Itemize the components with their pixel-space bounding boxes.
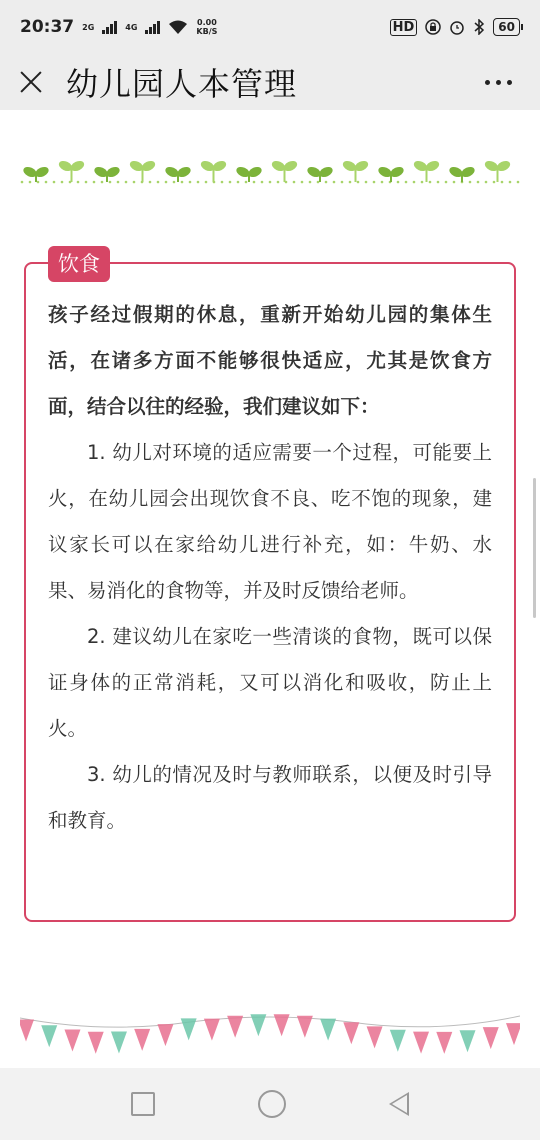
sprout-dot	[517, 181, 520, 184]
status-right	[390, 18, 520, 36]
bunting-flag	[390, 1030, 406, 1052]
sprout-dot	[493, 181, 496, 184]
sprout-dot	[125, 181, 128, 184]
page-title: 幼儿园人本管理	[66, 65, 298, 103]
bunting-flag	[274, 1014, 290, 1036]
sprout-dot	[429, 181, 432, 184]
bunting-flag	[250, 1014, 266, 1036]
sprout-dot	[501, 181, 504, 184]
sprout-dot	[509, 181, 512, 184]
card-item-2: 2. 建议幼儿在家吃一些清谈的食物，既可以保证身体的正常消耗，又可以消化和吸收，防止上火。	[48, 625, 492, 740]
lock-icon	[425, 19, 441, 35]
sprout-dot	[37, 181, 40, 184]
sprout-dot	[453, 181, 456, 184]
sprout-dot	[309, 181, 312, 184]
sprout-dot	[85, 181, 88, 184]
sprout-dot	[317, 181, 320, 184]
sprout-dot	[45, 181, 48, 184]
sprout	[164, 165, 192, 182]
sprout-dot	[301, 181, 304, 184]
sprout-dot	[421, 181, 424, 184]
sprout-dot	[413, 181, 416, 184]
scroll-indicator[interactable]	[533, 478, 536, 618]
sprout-dot	[229, 181, 232, 184]
sprout	[199, 159, 227, 182]
sprout-dot	[133, 181, 136, 184]
status-time: 20:37	[20, 17, 75, 37]
sprout-dot	[77, 181, 80, 184]
bunting-flag	[181, 1018, 197, 1040]
card-item-3: 3. 幼儿的情况及时与教师联系，以便及时引导和教育。	[48, 763, 492, 832]
sprout-dot	[261, 181, 264, 184]
bunting-decoration	[20, 1010, 520, 1060]
bunting-flag	[506, 1023, 520, 1045]
signal-4g-label: 4G	[125, 22, 138, 32]
sprout	[412, 159, 440, 182]
network-speed-unit: KB/S	[196, 27, 218, 36]
sprout-dot	[93, 181, 96, 184]
sprout-dot	[381, 181, 384, 184]
bunting-flag	[460, 1030, 476, 1052]
more-options-icon[interactable]	[485, 80, 512, 85]
bunting-flag	[320, 1019, 336, 1041]
sprout	[57, 159, 85, 182]
sprout-dot	[277, 181, 280, 184]
recent-apps-button[interactable]	[131, 1092, 155, 1116]
sprout-dot	[101, 181, 104, 184]
bunting-flag	[483, 1027, 499, 1049]
sprout-dot	[109, 181, 112, 184]
sprout-decoration	[20, 156, 520, 188]
sprout	[306, 165, 334, 182]
network-speed-value: 0.00	[197, 18, 217, 27]
sprout	[128, 159, 156, 182]
sprout-dot	[325, 181, 328, 184]
sprout-dot	[341, 181, 344, 184]
bunting-flag	[367, 1026, 383, 1048]
sprout-dot	[53, 181, 56, 184]
bunting-flag	[111, 1032, 127, 1054]
sprout-dot	[333, 181, 336, 184]
diet-card	[24, 252, 516, 922]
card-item-1: 1. 幼儿对环境的适应需要一个过程，可能要上火，在幼儿园会出现饮食不良、吃不饱的现象，建议家长可以在家给幼儿进行补充，如：牛奶、水果、易消化的食物等，并及时反馈给老师。	[48, 441, 492, 602]
sprout	[483, 159, 511, 182]
sprout-dot	[373, 181, 376, 184]
sprout	[270, 159, 298, 182]
sprout-dot	[197, 181, 200, 184]
bunting-flag	[436, 1032, 452, 1054]
status-left	[20, 17, 217, 37]
sprout-dot	[165, 181, 168, 184]
bunting-flag	[64, 1030, 80, 1052]
bunting-flag	[157, 1024, 173, 1046]
sprout-dot	[349, 181, 352, 184]
sprout-dot	[221, 181, 224, 184]
bunting-flag	[88, 1032, 104, 1054]
sprout-dot	[181, 181, 184, 184]
alarm-icon	[449, 19, 465, 35]
sprout-dot	[293, 181, 296, 184]
sprout-dot	[61, 181, 64, 184]
back-button[interactable]	[389, 1092, 409, 1116]
bunting-flag	[227, 1016, 243, 1038]
sprout-dot	[29, 181, 32, 184]
bunting-flag	[41, 1025, 57, 1047]
signal-2g-label: 2G	[82, 22, 95, 32]
sprout-dot	[205, 181, 208, 184]
network-speed	[196, 18, 217, 36]
sprout-dot	[477, 181, 480, 184]
sprout-dot	[149, 181, 152, 184]
sprout-dot	[189, 181, 192, 184]
sprout-dot	[117, 181, 120, 184]
wifi-icon	[168, 19, 188, 35]
sprout	[341, 159, 369, 182]
status-bar	[0, 0, 540, 54]
bunting-flag	[297, 1016, 313, 1038]
sprout-dot	[405, 181, 408, 184]
hd-icon: HD	[390, 19, 418, 36]
bunting-flag	[343, 1022, 359, 1044]
sprout-dot	[21, 181, 24, 184]
sprout-dot	[269, 181, 272, 184]
sprout-dot	[237, 181, 240, 184]
sprout-dot	[365, 181, 368, 184]
sprout-dot	[397, 181, 400, 184]
sprout-dot	[245, 181, 248, 184]
navigation-bar	[0, 1068, 540, 1140]
sprout	[235, 165, 263, 182]
bunting-flag	[134, 1029, 150, 1051]
sprout	[93, 165, 121, 182]
close-icon[interactable]	[18, 69, 44, 95]
home-button[interactable]	[258, 1090, 286, 1118]
sprout	[22, 165, 50, 182]
title-bar	[0, 54, 540, 110]
signal-icon-2	[145, 20, 160, 34]
sprout-dot	[157, 181, 160, 184]
battery-icon: 60	[493, 18, 520, 36]
sprout	[448, 165, 476, 182]
bluetooth-icon	[473, 19, 485, 35]
sprout-dot	[485, 181, 488, 184]
sprout-dot	[253, 181, 256, 184]
card-badge: 饮食	[48, 246, 110, 282]
card-body	[48, 292, 492, 844]
signal-icon	[102, 20, 117, 34]
bunting-flag	[413, 1032, 429, 1054]
sprout	[377, 165, 405, 182]
sprout-dot	[357, 181, 360, 184]
bunting-flag	[20, 1020, 34, 1042]
bunting-flag	[204, 1019, 220, 1041]
sprout-dot	[445, 181, 448, 184]
sprout-dot	[437, 181, 440, 184]
bunting-string	[20, 1016, 520, 1027]
sprout-dot	[173, 181, 176, 184]
card-intro: 孩子经过假期的休息，重新开始幼儿园的集体生活，在诸多方面不能够很快适应，尤其是饮食方面，结合以往的经验，我们建议如下：	[48, 303, 492, 418]
sprout-dot	[469, 181, 472, 184]
